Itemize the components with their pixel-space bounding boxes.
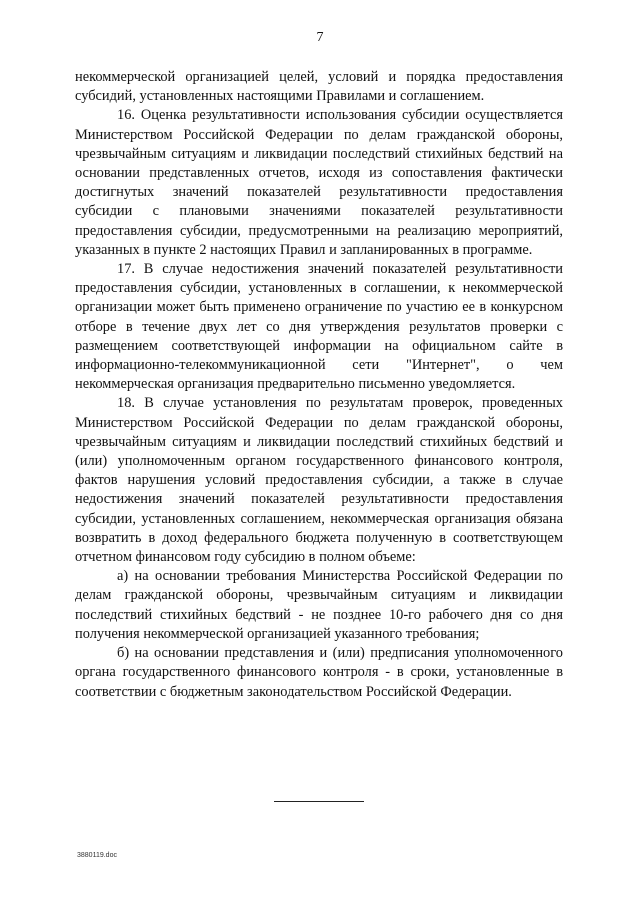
paragraph-18-a: а) на основании требования Министерства Российской Федерации по делам гражданской обороны, чрезвычайным ситуациям и ликвидации последствий стихийных бедствий - не позднее 10-го рабочего дня со дня получения некоммерческой организацией указанного требования; xyxy=(75,568,563,642)
signature-line xyxy=(274,801,364,802)
paragraph-17: 17. В случае недостижения значений показателей результативности предоставления субсидии, установленных в соглашении, к некоммерческой организации может быть применено ограничение по участию ее в конкурсном отборе в течение двух лет со дня утверждения результатов проверки с размещением соответствующей информации на официальном сайте в информационно-телекоммуникационной сети "Интернет", о чем некоммерческая организация предварительно письменно уведомляется. xyxy=(75,261,563,393)
page-number: 7 xyxy=(316,30,324,45)
paragraph-18-b: б) на основании представления и (или) предписания уполномоченного органа государственного финансового контроля - в сроки, установленные в соответствии с бюджетным законодательством Российской Федерации. xyxy=(75,645,563,700)
document-file-footer: 3880119.doc xyxy=(77,852,117,859)
paragraph-16: 16. Оценка результативности использования субсидии осуществляется Министерством Российской Федерации по делам гражданской обороны, чрезвычайным ситуациям и ликвидации последствий стихийных бедствий на основании представленных отчетов, исходя из сопоставления фактически достигнутых значений показателей результативности предоставления субсидии с плановыми значениями показателей результативности предоставления субсидии, предусмотренными на реализацию мероприятий, указанных в пункте 2 настоящих Правил и запланированных в программе. xyxy=(75,107,563,258)
document-body xyxy=(75,68,563,702)
paragraph-continuation: некоммерческой организацией целей, условий и порядка предоставления субсидий, установленных настоящими Правилами и соглашением. xyxy=(75,69,563,105)
paragraph-18: 18. В случае установления по результатам проверок, проведенных Министерством Российской Федерации по делам гражданской обороны, чрезвычайным ситуациям и ликвидации последствий стихийных бедствий и (или) уполномоченным органом государственного финансового контроля, фактов нарушения условий предоставления субсидии, а также в случае недостижения значений показателей результативности предоставления субсидии, установленных соглашением, некоммерческая организация обязана возвратить в доход федерального бюджета полученную в соответствующем отчетном финансовом году субсидию в полном объеме: xyxy=(75,395,563,566)
